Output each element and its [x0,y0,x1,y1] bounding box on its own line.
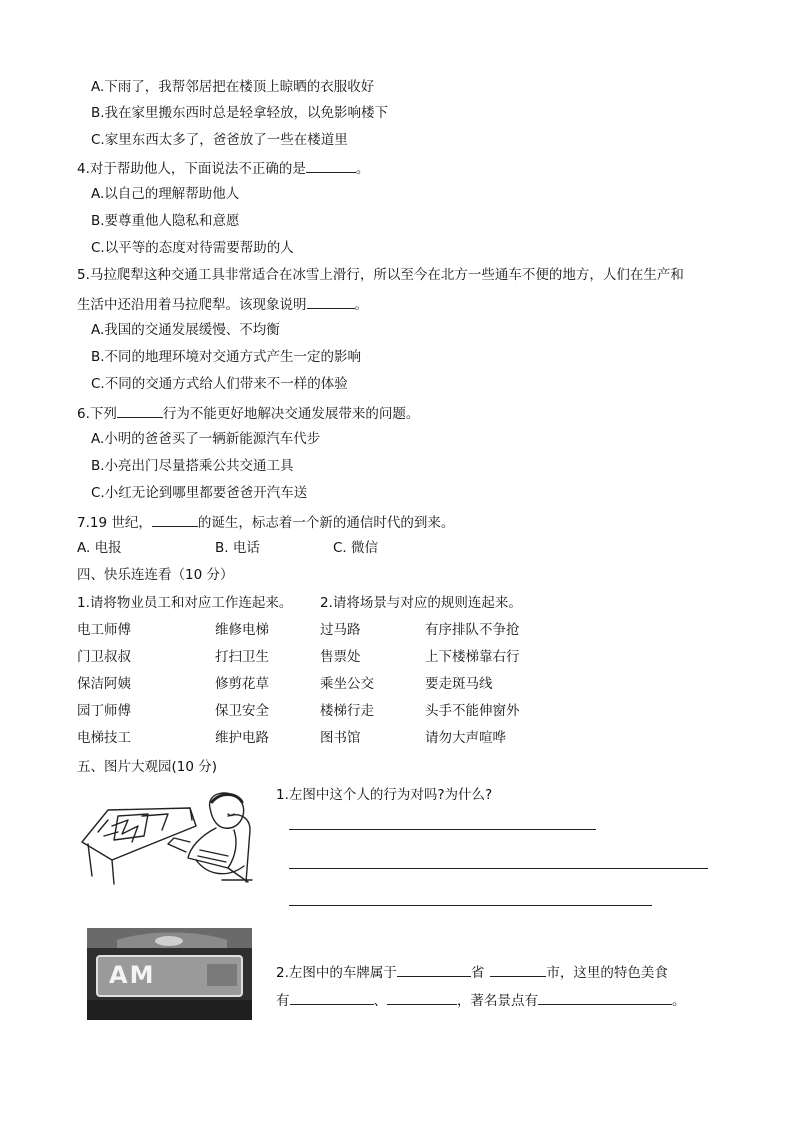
match-item[interactable]: 过马路 [320,622,361,638]
q5-stem-line1: 5.马拉爬犁这种交通工具非常适合在冰雪上滑行，所以至今在北方一些通车不便的地方，人们在生产和 [77,267,684,283]
section5-q2-line1 [276,962,668,982]
boy-sketch-icon [78,786,254,888]
q7-stem [77,512,454,532]
match-item[interactable]: 电梯技工 [77,730,131,746]
plate-text: AM [109,961,156,989]
q3-option-b: B.我在家里搬东西时总是轻拿轻放，以免影响楼下 [91,105,389,121]
q6-stem-text: 6.下列 [77,406,117,422]
match-item[interactable]: 维护电路 [215,730,269,746]
match-item[interactable]: 园丁师傅 [77,703,131,719]
q6-option-a: A.小明的爸爸买了一辆新能源汽车代步 [91,431,321,447]
q3-option-c: C.家里东西太多了，爸爸放了一些在楼道里 [91,132,348,148]
q2-text-1: 2.左图中的车牌属于 [276,965,397,981]
q6-option-c: C.小红无论到哪里都要爸爸开汽车送 [91,485,308,501]
match-item[interactable]: 乘坐公交 [320,676,374,692]
match-item[interactable]: 有序排队不争抢 [425,622,520,638]
q7-stem-end: 的诞生，标志着一个新的通信时代的到来。 [197,515,455,531]
q4-answer-blank[interactable] [306,158,356,173]
q5-option-a: A.我国的交通发展缓慢、不均衡 [91,322,280,338]
province-blank[interactable] [397,962,471,977]
answer-line-1[interactable] [289,829,596,830]
match-item[interactable]: 打扫卫生 [215,649,269,665]
match-item[interactable]: 楼梯行走 [320,703,374,719]
q6-stem-end: 行为不能更好地解决交通发展带来的问题。 [162,406,420,422]
q2-text-6: ，著名景点有 [457,993,538,1009]
q7-answer-blank[interactable] [152,512,198,527]
q7-option-b: B. 电话 [215,540,260,556]
food-blank-2[interactable] [387,990,457,1005]
match-column-jobs [215,621,269,756]
match-item[interactable]: 请勿大声喧哗 [425,730,506,746]
q6-stem [77,403,419,423]
match-column-staff [77,621,131,756]
match-column-rules [425,621,520,756]
license-plate-photo [87,928,252,1020]
q2-text-4: 有 [276,993,290,1009]
q4-stem-end: 。 [355,161,370,177]
section4-title: 四、快乐连连看（10 分） [77,567,234,583]
match-item[interactable]: 上下楼梯靠右行 [425,649,520,665]
q5-answer-blank[interactable] [307,294,355,309]
q5-option-b: B.不同的地理环境对交通方式产生一定的影响 [91,349,362,365]
section5-title: 五、图片大观园(10 分) [77,759,218,775]
match-item[interactable]: 维修电梯 [215,622,269,638]
match-item[interactable]: 头手不能伸窗外 [425,703,520,719]
city-blank[interactable] [490,962,546,977]
q2-text-7: 。 [672,993,686,1009]
q2-text-5: 、 [373,993,387,1009]
food-blank-1[interactable] [290,990,374,1005]
q5-option-c: C.不同的交通方式给人们带来不一样的体验 [91,376,348,392]
answer-line-2[interactable] [289,868,708,869]
section5-q1: 1.左图中这个人的行为对吗?为什么? [276,787,493,803]
match-item[interactable]: 电工师傅 [77,622,131,638]
match-item[interactable]: 保卫安全 [215,703,269,719]
q2-text-2: 省 [470,965,485,981]
scenic-spot-blank[interactable] [538,990,672,1005]
section4-sub1: 1.请将物业员工和对应工作连起来。 [77,595,293,611]
q2-text-3: 市，这里的特色美食 [546,965,668,981]
match-item[interactable]: 保洁阿姨 [77,676,131,692]
q6-option-b: B.小亮出门尽量搭乘公共交通工具 [91,458,294,474]
match-column-scenes [320,621,374,756]
section4-sub2: 2.请将场景与对应的规则连起来。 [320,595,522,611]
q4-stem [77,158,369,178]
match-item[interactable]: 门卫叔叔 [77,649,131,665]
boy-drawing-on-table-image [78,786,254,888]
q4-option-b: B.要尊重他人隐私和意愿 [91,213,240,229]
q4-stem-text: 4.对于帮助他人，下面说法不正确的是 [77,161,306,177]
match-item[interactable]: 售票处 [320,649,361,665]
match-item[interactable]: 图书馆 [320,730,361,746]
q5-stem-text: 生活中还沿用着马拉爬犁。该现象说明 [77,297,307,313]
q4-option-a: A.以自己的理解帮助他人 [91,186,240,202]
match-item[interactable]: 修剪花草 [215,676,269,692]
q5-stem-line2 [77,294,368,314]
q4-option-c: C.以平等的态度对待需要帮助的人 [91,240,294,256]
q5-stem-end: 。 [354,297,368,313]
section5-q2-line2 [276,990,686,1010]
q3-option-a: A.下雨了，我帮邻居把在楼顶上晾晒的衣服收好 [91,79,375,95]
answer-line-3[interactable] [289,905,652,906]
q7-option-a: A. 电报 [77,540,122,556]
q7-option-c: C. 微信 [333,540,379,556]
match-item[interactable]: 要走斑马线 [425,676,493,692]
q7-stem-text: 7.19 世纪， [77,515,152,531]
q6-answer-blank[interactable] [117,403,163,418]
